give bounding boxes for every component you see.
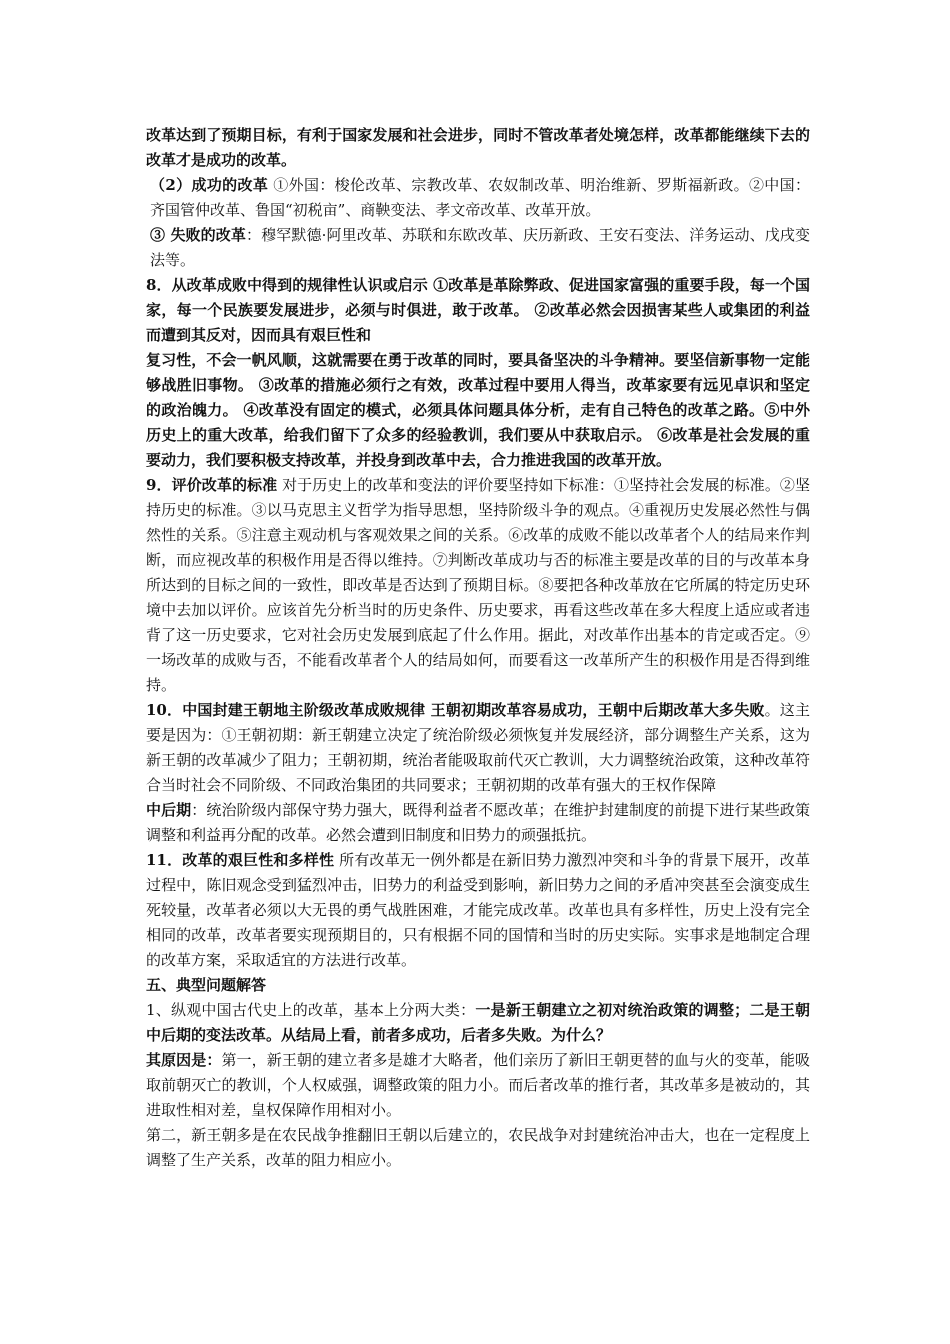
text-run: ③ 失败的改革 — [150, 226, 247, 244]
section-heading — [146, 973, 810, 998]
paragraph — [146, 698, 810, 798]
text-run: 8．从改革成败中得到的规律性认识或启示 ①改革是革除弊政、促进国家富强的重要手段，每一个国家，每一个民族要发展进步，必须与时俱进，敢于改革。 ②改革必然会因损害某些人或集团的利益而遭到其反对，因而具有艰巨性和 — [146, 276, 810, 344]
text-run: 第二，新王朝多是在农民战争推翻旧王朝以后建立的，农民战争对封建统治冲击大，也在一定程度上调整了生产关系，改革的阻力相应小。 — [146, 1126, 810, 1169]
text-run: 9．评价改革的标准 — [146, 476, 278, 494]
text-run: 五、典型问题解答 — [146, 976, 267, 994]
text-run: （2）成功的改革 — [150, 176, 269, 194]
paragraph — [146, 1123, 810, 1173]
text-run: 改革达到了预期目标，有利于国家发展和社会进步，同时不管改革者处境怎样，改革都能继续下去的改革才是成功的改革。 — [146, 126, 810, 169]
text-run: ：统治阶级内部保守势力强大，既得利益者不愿改革；在维护封建制度的前提下进行某些政策调整和利益再分配的改革。必然会遭到旧制度和旧势力的顽强抵抗。 — [146, 801, 810, 844]
paragraph — [146, 273, 810, 348]
paragraph — [146, 998, 810, 1048]
text-run: 中后期 — [146, 801, 192, 819]
text-run: 对于历史上的改革和变法的评价要坚持如下标准：①坚持社会发展的标准。②坚持历史的标准。③以马克思主义哲学为指导思想，坚持阶级斗争的观点。④重视历史发展必然性与偶然性的关系。⑤注意主观动机与客观效果之间的关系。⑥改革的成败不能以改革者个人的结局来作判断，而应视改革的积极作用是否得以维持。⑦判断改革成功与否的标准主要是改革的目的与改革本身所达到的目标之间的一致性，即改革是否达到了预期目标。⑧要把各种改革放在它所属的特定历史环境中去加以评价。应该首先分析当时的历史条件、历史要求，再看这些改革在多大程度上适应或者违背了这一历史要求，它对社会历史发展到底起了什么作用。据此，对改革作出基本的肯定或否定。⑨一场改革的成败与否，不能看改革者个人的结局如何，而要看这一改革所产生的积极作用是否得到维持。 — [146, 476, 810, 694]
paragraph — [146, 173, 810, 223]
text-run: ：穆罕默德·阿里改革、苏联和东欧改革、庆历新政、王安石变法、洋务运动、戊戌变法等。 — [150, 226, 810, 269]
paragraph — [146, 848, 810, 973]
text-run: 。这主要是因为：①王朝初期：新王朝建立决定了统治阶级必须恢复并发展经济，部分调整生产关系，这为新王朝的改革减少了阻力；王朝初期，统治者能吸取前代灭亡教训，大力调整统治政策，这种改革符合当时社会不同阶级、不同政治集团的共同要求；王朝初期的改革有强大的王权作保障 — [146, 701, 810, 794]
text-run: 1、纵观中国古代史上的改革，基本上分两大类： — [146, 1001, 476, 1019]
text-run: 复习性，不会一帆风顺，这就需要在勇于改革的同时，要具备坚决的斗争精神。要坚信新事物一定能够战胜旧事物。 ③改革的措施必须行之有效，改革过程中要用人得当，改革家要有远见卓识和坚定的政治魄力。 ④改革没有固定的模式，必须具体问题具体分析，走有自己特色的改革之路。⑤中外历史上的重大改革，给我们留下了众多的经验教训，我们要从中获取启示。 ⑥改革是社会发展的重要动力，我们要积极支持改革，并投身到改革中去，合力推进我国的改革开放。 — [146, 351, 810, 469]
document-page — [146, 123, 810, 1173]
paragraph — [146, 798, 810, 848]
text-run: 所有改革无一例外都是在新旧势力激烈冲突和斗争的背景下展开，改革过程中，陈旧观念受到猛烈冲击，旧势力的利益受到影响，新旧势力之间的矛盾冲突甚至会演变成生死较量，改革者必须以大无畏的勇气战胜困难，才能完成改革。改革也具有多样性，历史上没有完全相同的改革，改革者要实现预期目的，只有根据不同的国情和当时的历史实际。实事求是地制定合理的改革方案，采取适宜的方法进行改革。 — [146, 851, 810, 969]
paragraph — [146, 473, 810, 698]
paragraph — [146, 123, 810, 173]
text-run: 一是新王朝建立之初对统治政策的调整；二是王朝中后期的变法改革。从结局上看，前者多成功，后者多失败。为什么？ — [146, 1001, 810, 1044]
paragraph — [146, 1048, 810, 1123]
text-run: 11．改革的艰巨性和多样性 — [146, 851, 335, 869]
paragraph — [146, 223, 810, 273]
text-run: 第一，新王朝的建立者多是雄才大略者，他们亲历了新旧王朝更替的血与火的变革，能吸取前朝灭亡的教训，个人权威强，调整政策的阻力小。而后者改革的推行者，其改革多是被动的，其进取性相对差，皇权保障作用相对小。 — [146, 1051, 810, 1119]
text-run: 10．中国封建王朝地主阶级改革成败规律 王朝初期改革容易成功，王朝中后期改革大多失败 — [146, 701, 765, 719]
text-run: 其原因是： — [146, 1051, 222, 1069]
paragraph — [146, 348, 810, 473]
text-run: ①外国：梭伦改革、宗教改革、农奴制改革、明治维新、罗斯福新政。②中国：齐国管仲改革、鲁国“初税亩”、商鞅变法、孝文帝改革、改革开放。 — [150, 176, 810, 219]
